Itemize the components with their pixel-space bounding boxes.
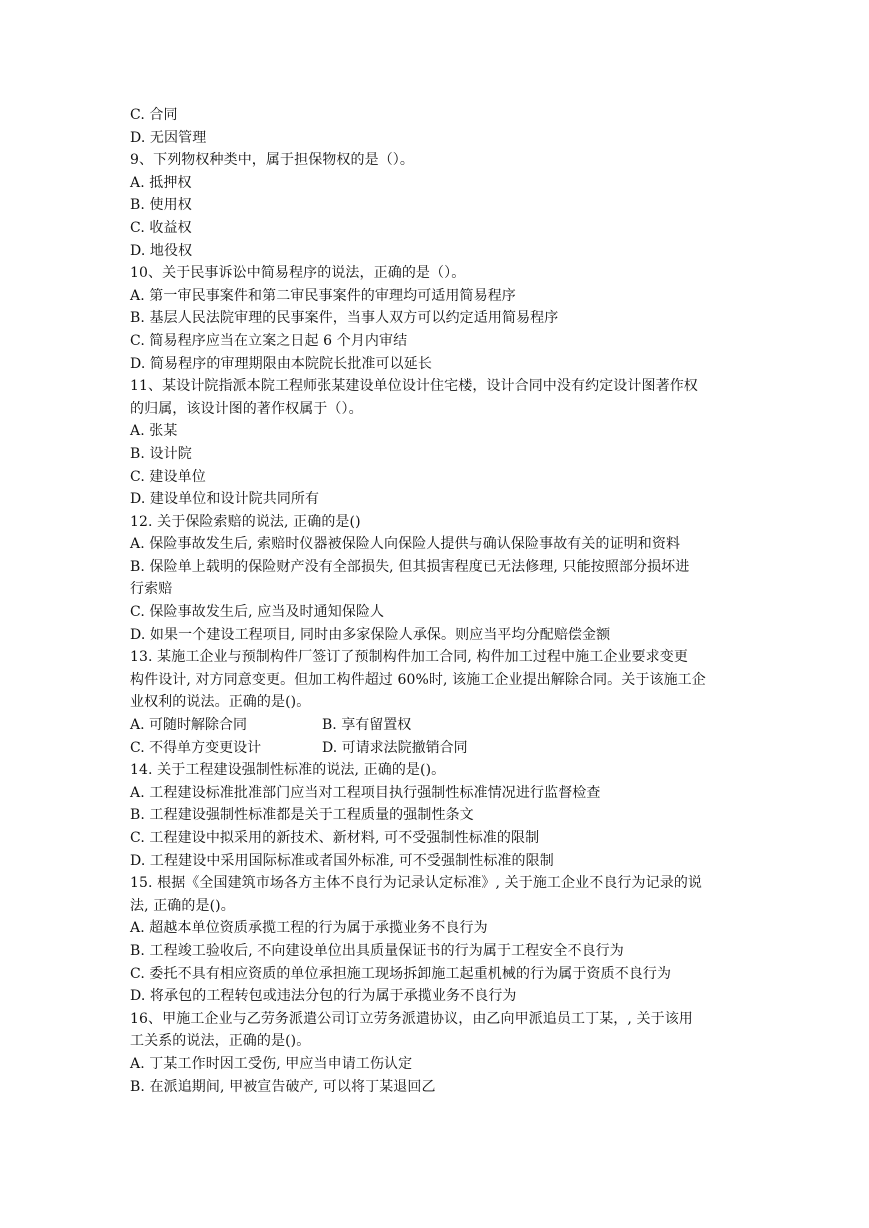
question-9: 9、下列物权种类中，属于担保物权的是（）。 (130, 152, 415, 169)
option-line: C. 保险事故发生后, 应当及时通知保险人 (130, 604, 385, 621)
option-left: C. 不得单方变更设计 (130, 739, 262, 756)
option-line: D. 简易程序的审理期限由本院院长批准可以延长 (130, 355, 432, 372)
question-11-cont: 的归属，该设计图的著作权属于（）。 (130, 400, 363, 417)
question-15: 15. 根据《全国建筑市场各方主体不良行为记录认定标准》, 关于施工企业不良行为记录的说 (130, 875, 703, 892)
question-11: 11、某设计院指派本院工程师张某建设单位设计住宅楼，设计合同中没有约定设计图著作权 (130, 378, 698, 395)
text-line: C. 合同 (130, 107, 178, 123)
text-line: D. 无因管理 (130, 129, 207, 146)
option-line: A. 保险事故发生后, 索赔时仪器被保险人向保险人提供与确认保险事故有关的证明和资料 (130, 536, 681, 553)
option-line: C. 收益权 (130, 219, 192, 236)
option-line: B. 设计院 (130, 445, 192, 462)
option-pair (130, 714, 730, 737)
question-13-cont: 业权利的说法。正确的是()。 (130, 694, 311, 711)
option-right: D. 可请求法院撤销合同 (322, 739, 468, 756)
question-16-cont: 工关系的说法，正确的是()。 (130, 1033, 311, 1050)
option-line: D. 建设单位和设计院共同所有 (130, 491, 320, 508)
option-line: D. 将承包的工程转包或违法分包的行为属于承揽业务不良行为 (130, 988, 517, 1005)
option-line: C. 简易程序应当在立案之日起 6 个月内审结 (130, 332, 408, 349)
option-line: C. 建设单位 (130, 468, 206, 485)
option-line: D. 如果一个建设工程项目, 同时由多家保险人承保。则应当平均分配赔偿金额 (130, 626, 611, 643)
question-12: 12. 关于保险索赔的说法, 正确的是() (130, 513, 361, 530)
option-line: B. 保险单上载明的保险财产没有全部损失, 但其损害程度已无法修理, 只能按照部分损坏进 (130, 558, 690, 575)
question-15-cont: 法, 正确的是()。 (130, 897, 235, 914)
option-line: D. 工程建设中采用国际标准或者国外标准, 可不受强制性标准的限制 (130, 852, 554, 869)
option-line: B. 基层人民法院审理的民事案件，当事人双方可以约定适用简易程序 (130, 310, 559, 327)
option-line: B. 工程建设强制性标准都是关于工程质量的强制性条文 (130, 807, 474, 824)
option-line: C. 工程建设中拟采用的新技术、新材料, 可不受强制性标准的限制 (130, 830, 540, 846)
option-line: C. 委托不具有相应资质的单位承担施工现场拆卸施工起重机械的行为属于资质不良行为 (130, 965, 672, 982)
option-right: B. 享有留置权 (322, 717, 412, 734)
question-14: 14. 关于工程建设强制性标准的说法, 正确的是()。 (130, 762, 446, 779)
option-line: A. 超越本单位资质承揽工程的行为属于承揽业务不良行为 (130, 920, 488, 937)
option-line: B. 工程竣工验收后, 不向建设单位出具质量保证书的行为属于工程安全不良行为 (130, 942, 624, 959)
option-line: A. 工程建设标准批准部门应当对工程项目执行强制性标准情况进行监督检查 (130, 784, 601, 801)
option-line: A. 第一审民事案件和第二审民事案件的审理均可适用简易程序 (130, 287, 516, 304)
question-13: 13. 某施工企业与预制构件厂签订了预制构件加工合同, 构件加工过程中施工企业要求变更 (130, 649, 688, 666)
option-line: A. 丁某工作时因工受伤, 甲应当申请工伤认定 (130, 1055, 413, 1072)
option-line: B. 使用权 (130, 197, 192, 214)
option-line: A. 抵押权 (130, 174, 192, 191)
document-body (130, 104, 730, 1098)
option-line: D. 地役权 (130, 242, 193, 259)
option-pair (130, 737, 730, 760)
option-line: B. 在派追期间, 甲被宣告破产, 可以将丁某退回乙 (130, 1078, 436, 1095)
question-13-cont: 构件设计, 对方同意变更。但加工构件超过 60%时, 该施工企业提出解除合同。关于该施工企 (130, 671, 706, 688)
option-left: A. 可随时解除合同 (130, 717, 248, 734)
option-line: A. 张某 (130, 423, 178, 440)
question-16: 16、甲施工企业与乙劳务派遣公司订立劳务派遣协议，由乙向甲派追员工丁某，, 关于该用 (130, 1010, 693, 1027)
question-10: 10、关于民事诉讼中简易程序的说法，正确的是（）。 (130, 265, 466, 282)
option-line-cont: 行索赔 (130, 581, 173, 598)
